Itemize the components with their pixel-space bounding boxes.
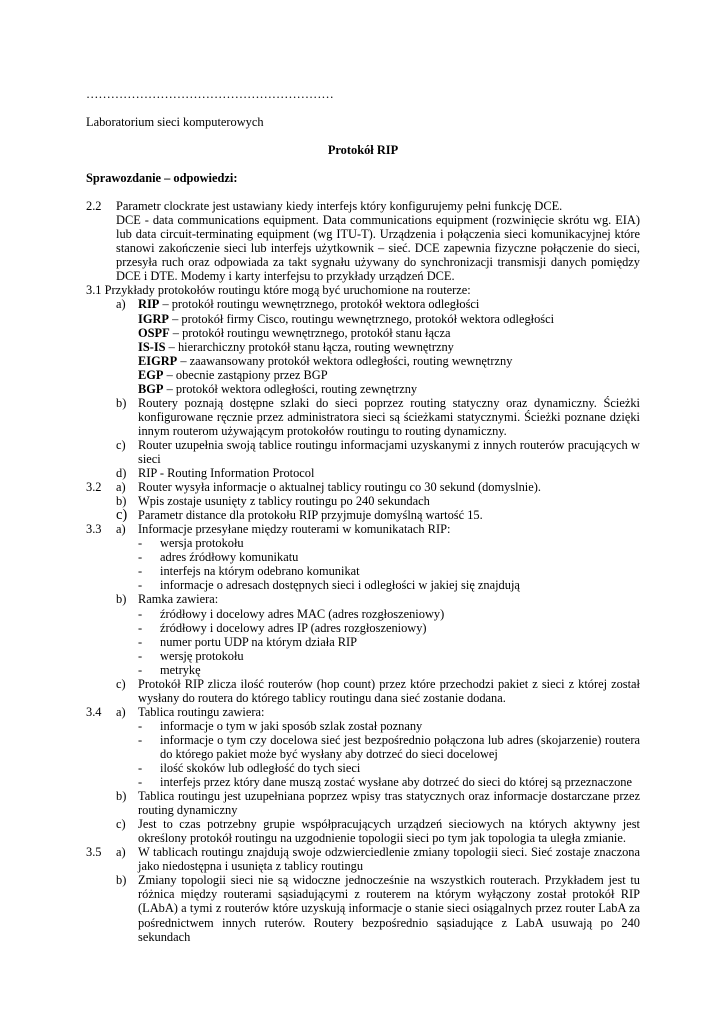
section-3-5-a xyxy=(86,845,640,873)
section-3-4-c xyxy=(86,817,640,845)
section-number: 3.2 xyxy=(86,480,102,495)
topology-visibility-paragraph: Zmiany topologii sieci nie są widoczne jednocześnie na wszystkich routerach. Przykładem jest tu różnica między routerami sąsiadującymi z routerem na którym wyłączony został protokół RIP (LAbA) a tymi z routerów które uzyskują informacje o stanie sieci osiągalnych przez router LabA za pośrednictwem innych ruterów. Routery bezpośrednio sąsiadujące z LabA usuwają po 240 sekundach xyxy=(138,873,640,944)
document-title: Protokół RIP xyxy=(327,143,399,158)
list-item: - adres źródłowy komunikatu xyxy=(138,550,299,565)
section-number: 3.4 xyxy=(86,704,102,719)
item-letter: a) xyxy=(116,297,126,312)
section-number: 2.2 xyxy=(86,199,102,214)
section-3-1-d xyxy=(86,466,640,480)
item-letter: b) xyxy=(116,395,127,410)
list-item: - interfejs przez który dane muszą zostać wysłane aby dotrzeć do sieci do której są przeznaczone xyxy=(138,775,633,790)
list-item: - źródłowy i docelowy adres IP (adres rozgłoszeniowy) xyxy=(138,620,427,635)
list-item: - źródłowy i docelowy adres MAC (adres rozgłoszeniowy) xyxy=(138,606,445,621)
item-letter: a) xyxy=(116,845,126,860)
distance-text: Parametr distance dla protokołu RIP przyjmuje domyślną wartość 15. xyxy=(138,508,483,523)
item-letter: c) xyxy=(116,507,128,524)
document-page xyxy=(86,87,640,944)
list-item: - informacje o tym czy docelowa sieć jest bezpośrednio połączona lub adres (skojarzenie) routera do którego pakiet może być wysłany aby dotrzeć do sieci docelowej xyxy=(138,732,640,761)
section-3-3-a xyxy=(86,522,640,592)
list-item: - wersja protokołu xyxy=(138,536,244,551)
section-2-2 xyxy=(86,199,640,283)
lab-name: Laboratorium sieci komputerowych xyxy=(86,115,264,129)
item-letter: b) xyxy=(116,494,127,509)
dotted-line: …………………………………………………… xyxy=(86,87,334,101)
item-letter: c) xyxy=(116,676,126,691)
section-3-2-c xyxy=(86,508,640,522)
section-3-1-c xyxy=(86,438,640,466)
list-item: - numer portu UDP na którym działa RIP xyxy=(138,634,358,649)
item-letter: c) xyxy=(116,817,126,832)
frame-intro: Ramka zawiera: xyxy=(138,592,219,607)
section-3-1-b xyxy=(86,396,640,438)
section-3-2-b xyxy=(86,494,640,508)
section-number: 3.5 xyxy=(86,845,102,860)
item-letter: d) xyxy=(116,466,127,481)
section-3-1-a xyxy=(86,297,640,395)
routing-table-intro: Tablica routingu zawiera: xyxy=(138,704,265,719)
protocol-list xyxy=(138,297,640,395)
section-3-4-b xyxy=(86,789,640,817)
convergence-paragraph: Jest to czas potrzebny grupie współpracujących urządzeń sieciowych na których aktywny jest określony protokół routingu na uzgodnienie topologii sieci po tym jak topologia ta uległa zmianie. xyxy=(138,817,640,846)
section-3-4-a xyxy=(86,705,640,789)
section-3-2-a xyxy=(86,480,640,494)
protocol-item: EIGRP – zaawansowany protokół wektora odległości, routing wewnętrzny xyxy=(138,353,513,368)
section-3-3-c xyxy=(86,677,640,705)
protocol-item: IGRP – protokół firmy Cisco, routingu wewnętrznego, protokół wektora odległości xyxy=(138,311,555,326)
list-item: - metrykę xyxy=(138,662,201,677)
item-letter: a) xyxy=(116,704,126,719)
section-number: 3.3 xyxy=(86,522,102,537)
item-letter: a) xyxy=(116,480,126,495)
list-item: - wersję protokołu xyxy=(138,648,244,663)
list-item: - interfejs na którym odebrano komunikat xyxy=(138,564,360,579)
section-3-3-b xyxy=(86,592,640,676)
routing-table-fill-paragraph: Tablica routingu jest uzupełniana poprzez wpisy tras statycznych oraz informacje dostarczane przez routing dynamiczny xyxy=(138,789,640,818)
hop-count-paragraph: Protokół RIP zlicza ilość routerów (hop count) przez które przechodzi pakiet z sieci z której został wysłany do routera do którego tablicy routingu dana sieć zostanie dodana. xyxy=(138,676,640,705)
protocol-item: IS-IS – hierarchiczny protokół stanu łącza, routing wewnętrzny xyxy=(138,339,454,354)
topology-change-paragraph: W tablicach routingu znajdują swoje odzwierciedlenie zmiany topologii sieci. Sieć zostaje znaczona jako niedostępna i usunięta z tablicy routingu xyxy=(138,845,640,874)
dce-paragraph: DCE - data communications equipment. Data communications equipment (rozwinięcie skrótu wg. EIA) lub data circuit-terminating equipment (wg ITU-T). Urządzenia i połączenia sieci komunikacyjnej które stanowi zakończenie sieci lub interfejs użytkownik – sieć. DCE zapewnia fizyczne połączenie do sieci, przesyła ruch oraz odpowiada za takt sygnału używany do synchronizacji transmisji danych pomiędzy DCE i DTE. Modemy i karty interfejsu to przykłady urządzeń DCE. xyxy=(116,213,640,284)
update-interval-text: Router wysyła informacje o aktualnej tablicy routingu co 30 sekund (domyslnie). xyxy=(138,480,541,495)
list-item: - informacje o adresach dostępnych sieci i odległości w jakiej się znajdują xyxy=(138,578,520,593)
item-letter: b) xyxy=(116,592,127,607)
section-3-5-b xyxy=(86,873,640,943)
routing-table-paragraph: Router uzupełnia swoją tablice routingu informacjami uzyskanymi z innych routerów pracujących w sieci xyxy=(138,437,640,466)
protocol-item: RIP – protokół routingu wewnętrznego, protokół wektora odległości xyxy=(138,297,480,312)
section-3-1-heading: 3.1 Przykłady protokołów routingu które mogą być uruchomione na routerze: xyxy=(86,283,471,298)
clockrate-text: Parametr clockrate jest ustawiany kiedy interfejs który konfigurujemy pełni funkcję DCE. xyxy=(116,199,563,214)
list-item: - ilość skoków lub odległość do tych sieci xyxy=(138,761,361,776)
item-letter: b) xyxy=(116,789,127,804)
protocol-item: EGP – obecnie zastąpiony przez BGP xyxy=(138,367,328,382)
item-letter: b) xyxy=(116,873,127,888)
routing-paragraph: Routery poznają dostępne szlaki do sieci poprzez routing statyczny oraz dynamiczny. Ścieżki konfigurowane ręcznie przez administratora sieci są ścieżkami statycznymi. Ścieżki poznane dzięki innym routerom używającym protokołów routingu to routing dynamiczny. xyxy=(138,395,640,438)
report-subtitle: Sprawozdanie – odpowiedzi: xyxy=(86,171,238,186)
item-letter: a) xyxy=(116,522,126,537)
item-letter: c) xyxy=(116,437,126,452)
rip-acronym: RIP - Routing Information Protocol xyxy=(138,466,315,481)
protocol-item: BGP – protokół wektora odległości, routing zewnętrzny xyxy=(138,381,418,396)
protocol-item: OSPF – protokół routingu wewnętrznego, protokół stanu łącza xyxy=(138,325,451,340)
rip-message-intro: Informacje przesyłane między routerami w komunikatach RIP: xyxy=(138,522,451,537)
list-item: - informacje o tym w jaki sposób szlak został poznany xyxy=(138,718,423,733)
flush-timer-text: Wpis zostaje usunięty z tablicy routingu po 240 sekundach xyxy=(138,494,430,509)
